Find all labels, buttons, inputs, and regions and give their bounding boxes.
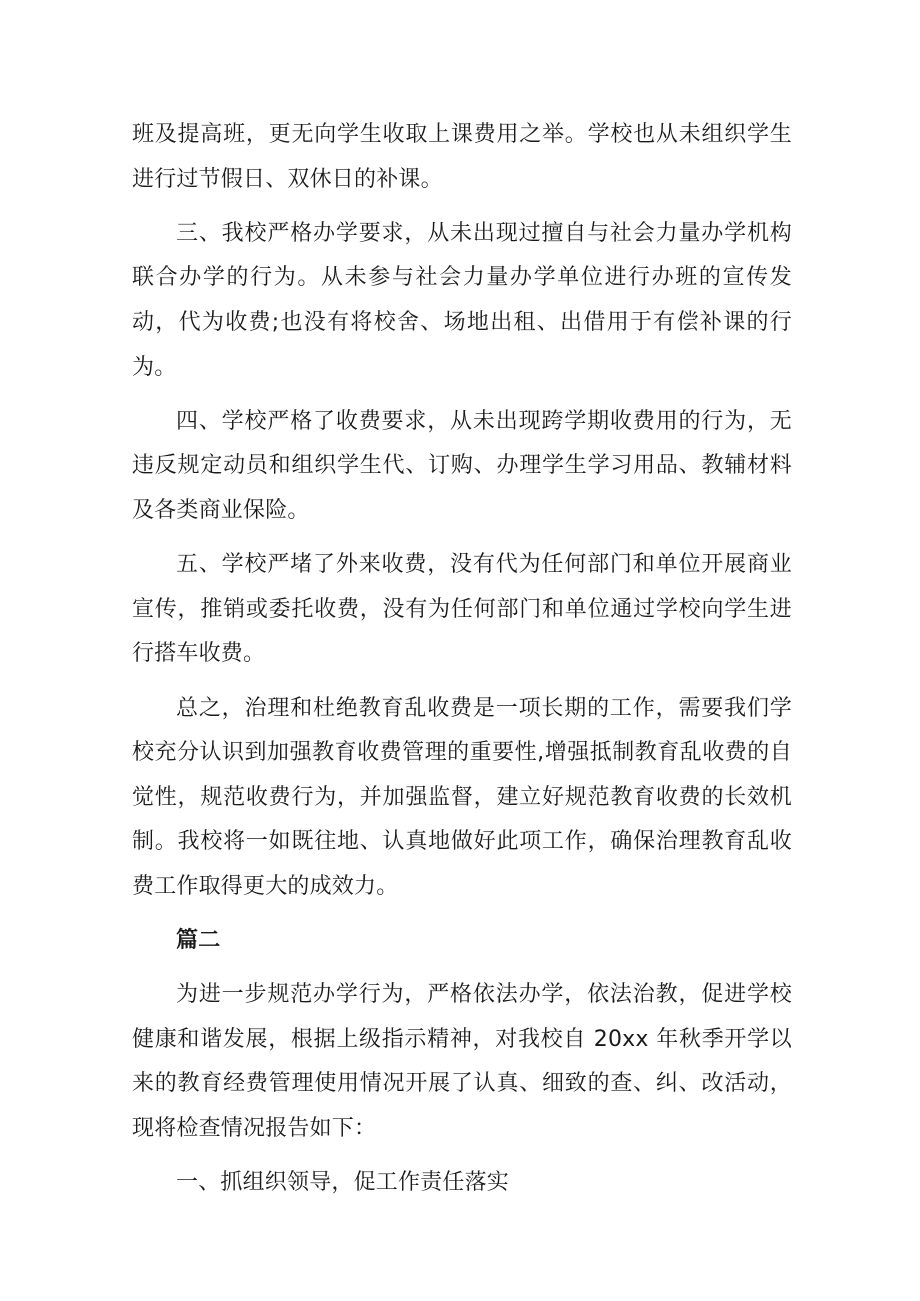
- paragraph-continuation: 班及提高班，更无向学生收取上课费用之举。学校也从未组织学生进行过节假日、双休日的补课。: [132, 122, 792, 192]
- paragraph-item-five: 五、学校严堵了外来收费，没有代为任何部门和单位开展商业宣传，推销或委托收费，没有为任何部门和单位通过学校向学生进行搭车收费。: [132, 552, 792, 667]
- document-body: [132, 113, 792, 1215]
- paragraph-conclusion: 总之，治理和杜绝教育乱收费是一项长期的工作，需要我们学校充分认识到加强教育收费管理的重要性,增强抵制教育乱收费的自觉性，规范收费行为，并加强监督，建立好规范教育收费的长效机制。我校将一如既往地、认真地做好此项工作，确保治理教育乱收费工作取得更大的成效力。: [132, 695, 792, 899]
- section-heading: 篇二: [176, 928, 221, 954]
- section-subheading-one: 一、抓组织领导，促工作责任落实: [176, 1170, 510, 1196]
- paragraph-item-three: 三、我校严格办学要求，从未出现过擅自与社会力量办学机构联合办学的行为。从未参与社会力量办学单位进行办班的宣传发动，代为收费;也没有将校舍、场地出租、出借用于有偿补课的行为。: [132, 220, 792, 380]
- paragraph-item-four: 四、学校严格了收费要求，从未出现跨学期收费用的行为，无违反规定动员和组织学生代、订购、办理学生学习用品、教辅材料及各类商业保险。: [132, 408, 792, 523]
- section-intro-paragraph: 为进一步规范办学行为，严格依法办学，依法治教，促进学校健康和谐发展，根据上级指示精神，对我校自 20xx 年秋季开学以来的教育经费管理使用情况开展了认真、细致的查、纠、改活动，现将检查情况报告如下：: [132, 982, 792, 1142]
